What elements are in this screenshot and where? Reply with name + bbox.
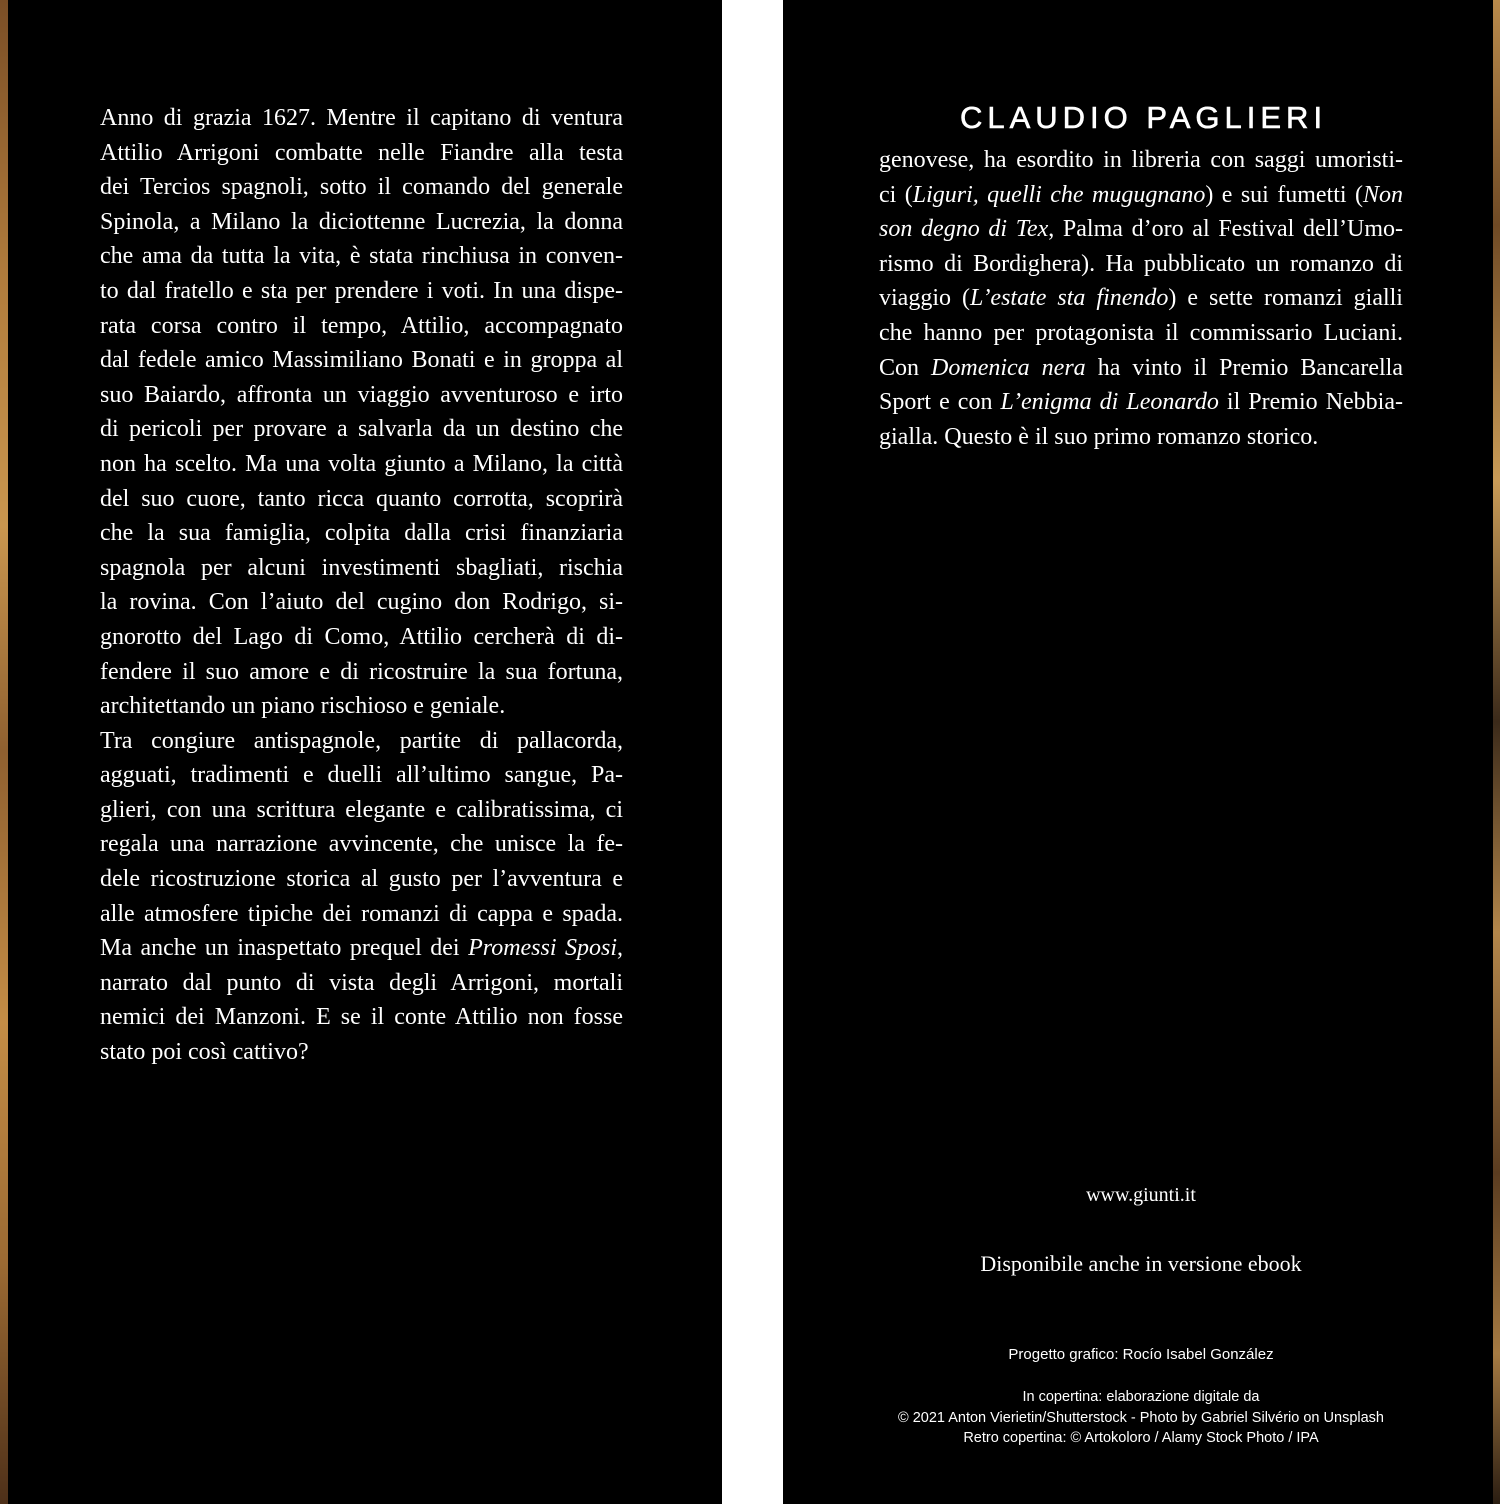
book-title: Domenica nera xyxy=(931,354,1086,381)
publisher-url: www.giunti.it xyxy=(1086,1184,1196,1206)
text-line: narrato dal punto di vista degli Arrigoni, mortali xyxy=(100,969,623,996)
cover-credit-line: In copertina: elaborazione digitale da xyxy=(1022,1389,1260,1405)
paragraph xyxy=(879,143,1403,454)
left-edge-strip xyxy=(0,0,8,1504)
text-line: stato poi così cattivo? xyxy=(100,1039,309,1066)
text-segment: Con xyxy=(879,354,932,381)
text-line: che ama da tutta la vita, è stata rinchiusa in conven- xyxy=(100,243,623,270)
text-line: rismo di Bordighera). Ha pubblicato un romanzo di xyxy=(879,250,1403,277)
text-line: suo Baiardo, affronta un viaggio avventuroso e irto xyxy=(100,381,623,408)
text-line: gnorotto del Lago di Como, Attilio cercherà di di- xyxy=(100,623,623,650)
text-segment: ) e sette romanzi gialli xyxy=(1168,285,1403,312)
text-line: dal fedele amico Massimiliano Bonati e in groppa al xyxy=(100,347,623,374)
text-line: dele ricostruzione storica al gusto per l’avventura e xyxy=(100,866,623,893)
text-line: dei Tercios spagnoli, sotto il comando del generale xyxy=(100,174,623,201)
text-line: Spinola, a Milano la diciottenne Lucrezia, la donna xyxy=(100,208,623,235)
cover-credit-line: Retro copertina: © Artokoloro / Alamy Stock Photo / IPA xyxy=(963,1430,1319,1446)
text-line xyxy=(879,351,1403,386)
text-line: gialla. Questo è il suo primo romanzo storico. xyxy=(879,423,1319,450)
book-title: Liguri, quelli che mugugnano xyxy=(912,181,1206,208)
text-line: to dal fratello e sta per prendere i voti. In una dispe- xyxy=(100,277,623,304)
fold-gap xyxy=(722,0,783,1504)
text-segment: ci ( xyxy=(879,181,913,208)
text-segment: Ma anche un inaspettato prequel dei xyxy=(100,935,469,962)
text-segment: , xyxy=(617,935,624,962)
book-title: Non xyxy=(1362,181,1403,208)
text-line: che hanno per protagonista il commissario Luciani. xyxy=(879,319,1403,346)
author-bio xyxy=(879,143,1403,454)
text-line: fendere il suo amore e di ricostruire la sua fortuna, xyxy=(100,658,623,685)
text-line: Anno di grazia 1627. Mentre il capitano di ventura xyxy=(100,105,623,131)
text-line: spagnola per alcuni investimenti sbagliati, rischia xyxy=(100,554,623,581)
paragraph xyxy=(100,101,623,724)
text-line: nemici dei Manzoni. E se il conte Attilio non fosse xyxy=(100,1004,623,1031)
text-segment: viaggio ( xyxy=(879,285,970,312)
text-segment: il Premio Nebbia- xyxy=(1218,389,1403,416)
book-title: son degno di Tex xyxy=(879,216,1049,243)
right-edge-strip xyxy=(1493,0,1500,1504)
text-line: del suo cuore, tanto ricca quanto corrotta, scoprirà xyxy=(100,485,623,512)
text-segment: , Palma d’oro al Festival dell’Umo- xyxy=(1048,216,1403,243)
ebook-note: Disponibile anche in versione ebook xyxy=(980,1251,1302,1276)
text-line xyxy=(879,212,1403,247)
text-line xyxy=(879,281,1403,316)
text-line xyxy=(879,178,1403,213)
text-line: glieri, con una scrittura elegante e calibratissima, ci xyxy=(100,796,623,823)
author-name: CLAUDIO PAGLIERI xyxy=(959,100,1328,135)
text-segment: ) e sui fumetti ( xyxy=(1205,181,1363,208)
text-line: che la sua famiglia, colpita dalla crisi finanziaria xyxy=(100,520,623,547)
cover-credit-line: © 2021 Anton Vierietin/Shutterstock - Photo by Gabriel Silvério on Unsplash xyxy=(898,1409,1384,1426)
design-credit: Progetto grafico: Rocío Isabel González xyxy=(1008,1346,1274,1363)
text-line: la rovina. Con l’aiuto del cugino don Rodrigo, si- xyxy=(100,589,623,616)
text-line: genovese, ha esordito in libreria con saggi umoristi- xyxy=(879,147,1403,173)
paragraph xyxy=(100,724,623,1070)
text-line xyxy=(879,385,1403,420)
text-line: Tra congiure antispagnole, partite di pallacorda, xyxy=(100,727,623,754)
book-title: Promessi Sposi xyxy=(468,935,618,962)
text-line xyxy=(100,931,623,966)
text-line: regala una narrazione avvincente, che unisce la fe- xyxy=(100,831,623,858)
text-segment: ha vinto il Premio Bancarella xyxy=(1085,354,1404,381)
text-line: agguati, tradimenti e duelli all’ultimo sangue, Pa- xyxy=(100,762,623,789)
cover-credits xyxy=(879,1387,1403,1449)
book-blurb xyxy=(100,101,623,1070)
text-line: Attilio Arrigoni combatte nelle Fiandre alla testa xyxy=(100,139,623,166)
book-title: L’enigma di Leonardo xyxy=(1000,389,1219,416)
text-segment: Sport e con xyxy=(879,389,1001,416)
text-line: non ha scelto. Ma una volta giunto a Milano, la città xyxy=(100,450,623,477)
text-line: alle atmosfere tipiche dei romanzi di cappa e spada. xyxy=(100,900,623,927)
book-title: L’estate sta finendo xyxy=(969,285,1169,312)
text-line: rata corsa contro il tempo, Attilio, accompagnato xyxy=(100,312,623,339)
text-line: di pericoli per provare a salvarla da un destino che xyxy=(100,416,623,443)
text-line: architettando un piano rischioso e geniale. xyxy=(100,693,506,720)
